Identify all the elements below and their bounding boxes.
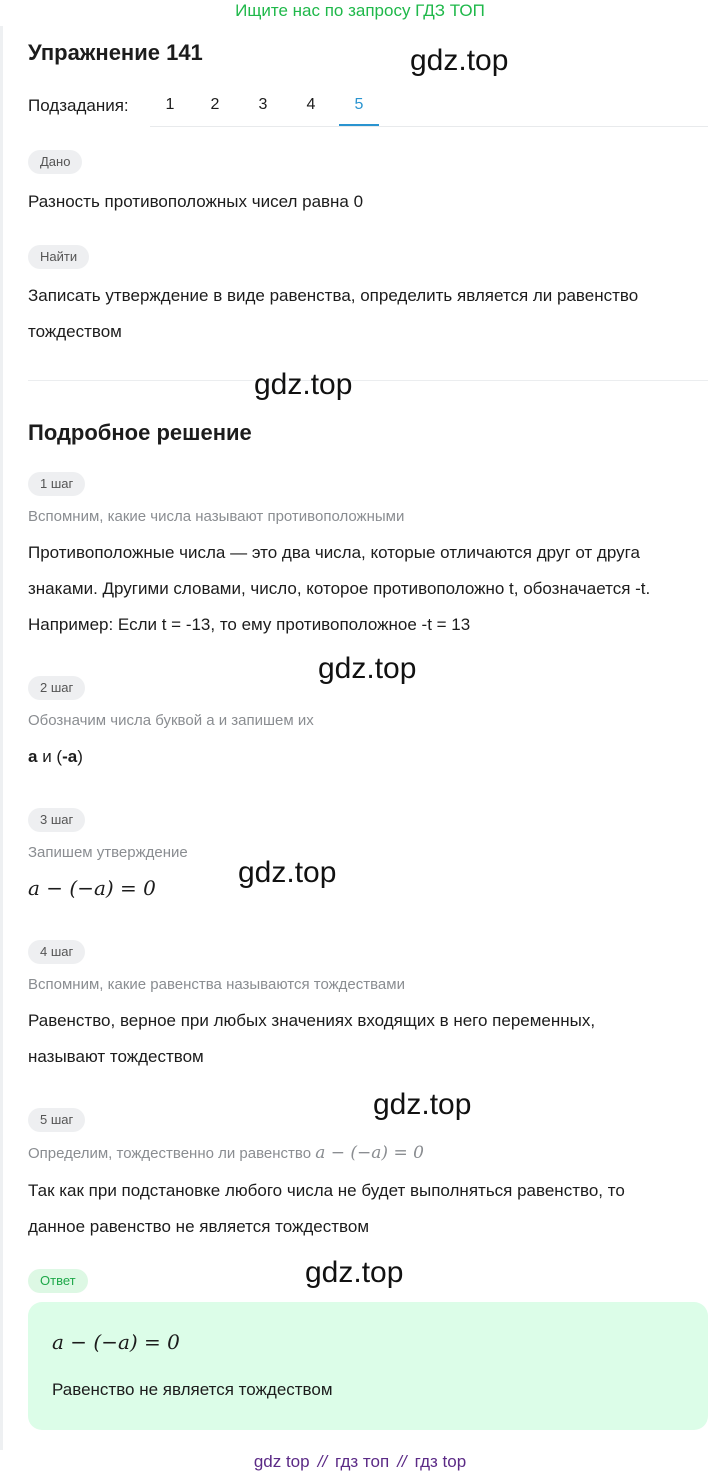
step-1-line-1: Противоположные числа — это два числа, которые отличаются друг от друга: [28, 543, 640, 562]
step-4-hint: Вспомним, какие равенства называются тождествами: [28, 976, 405, 993]
step-5-badge: 5 шаг: [28, 1108, 85, 1132]
step-2-var-a: а: [28, 747, 38, 766]
step-5-line-1: Так как при подстановке любого числа не будет выполняться равенство, то: [28, 1181, 625, 1200]
find-text-line-2: тождеством: [28, 322, 122, 341]
step-2-hint: Обозначим числа буквой а и запишем их: [28, 712, 314, 729]
answer-text: Равенство не является тождеством: [52, 1380, 333, 1399]
step-1-line-2: знаками. Другими словами, число, которое противоположно t, обозначается -t.: [28, 579, 651, 598]
answer-formula: a − (−a) = 0: [52, 1330, 180, 1354]
footer-link-2[interactable]: гдз топ: [335, 1452, 390, 1471]
step-1-line-3: Например: Если t = -13, то ему противоположное -t = 13: [28, 615, 471, 634]
step-1-badge: 1 шаг: [28, 472, 85, 496]
step-2-expression: [28, 739, 718, 775]
tab-subtask-2[interactable]: 2: [210, 96, 220, 113]
footer-links: [0, 1452, 720, 1472]
step-2-var-a-neg: а: [67, 747, 78, 766]
subtasks-label: Подзадания:: [28, 96, 129, 115]
footer-link-1[interactable]: gdz top: [253, 1452, 310, 1471]
find-badge: Найти: [28, 245, 89, 269]
footer-link-3[interactable]: гдз top: [414, 1452, 467, 1471]
step-3-hint: Запишем утверждение: [28, 844, 188, 861]
step-2-close: ): [77, 747, 83, 766]
given-text: Разность противоположных чисел равна 0: [28, 192, 364, 211]
solution-title: Подробное решение: [28, 420, 252, 445]
step-5-hint-text: Определим, тождественно ли равенство: [28, 1145, 312, 1162]
tab-subtask-3[interactable]: 3: [258, 96, 268, 113]
answer-badge: Ответ: [28, 1269, 88, 1293]
footer-separator: //: [397, 1452, 407, 1471]
footer-separator: //: [317, 1452, 328, 1471]
tab-subtask-1[interactable]: 1: [165, 96, 175, 113]
section-divider: [28, 380, 708, 381]
find-text-line-1: Записать утверждение в виде равенства, определить является ли равенство: [28, 286, 639, 305]
step-3-formula: a − (−a) = 0: [28, 876, 156, 900]
step-5-hint: [28, 1143, 424, 1163]
step-1-hint: Вспомним, какие числа называют противоположными: [28, 508, 405, 525]
page-title: Упражнение 141: [28, 40, 203, 65]
watermark: gdz.top: [373, 1088, 472, 1121]
step-2-minus: -: [62, 747, 68, 766]
step-4-line-1: Равенство, верное при любых значениях входящих в него переменных,: [28, 1011, 596, 1030]
watermark: gdz.top: [254, 368, 353, 401]
watermark: gdz.top: [238, 856, 337, 889]
step-4-badge: 4 шаг: [28, 940, 85, 964]
given-badge: Дано: [28, 150, 82, 174]
top-banner-link[interactable]: Ищите нас по запросу ГДЗ ТОП: [235, 1, 485, 20]
tab-subtask-5[interactable]: 5: [339, 84, 379, 126]
card-left-edge: [0, 26, 3, 1450]
step-5-hint-formula: a − (−a) = 0: [315, 1143, 424, 1163]
step-5-line-2: данное равенство не является тождеством: [28, 1217, 370, 1236]
step-3-badge: 3 шаг: [28, 808, 85, 832]
step-2-and: и (: [37, 747, 63, 766]
watermark: gdz.top: [318, 652, 417, 685]
step-4-line-2: называют тождеством: [28, 1047, 204, 1066]
subtask-tabs: [150, 84, 708, 127]
answer-box: [28, 1302, 708, 1430]
watermark: gdz.top: [305, 1256, 404, 1289]
watermark: gdz.top: [410, 44, 509, 77]
step-2-badge: 2 шаг: [28, 676, 85, 700]
tab-subtask-4[interactable]: 4: [306, 96, 316, 113]
